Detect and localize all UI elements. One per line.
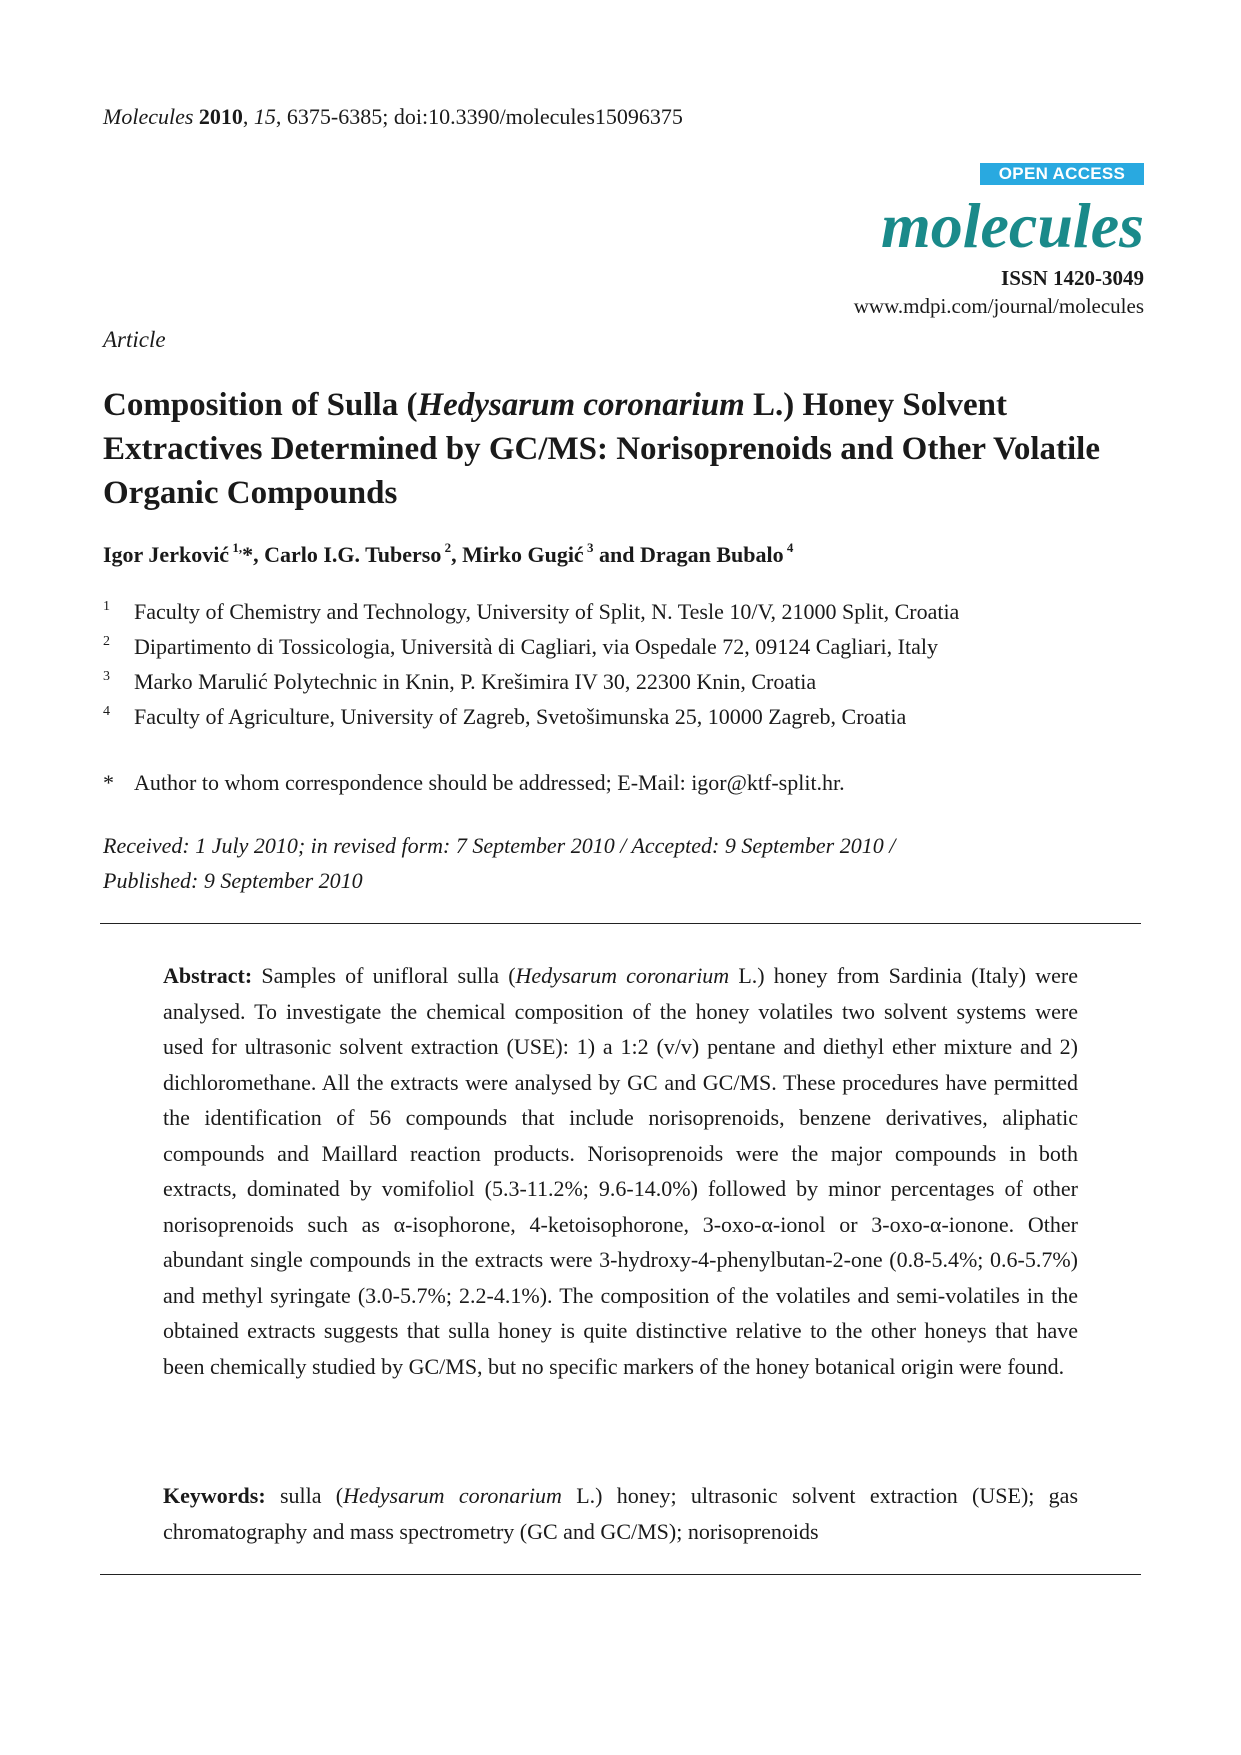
article-type: Article xyxy=(103,327,166,352)
author-separator: and xyxy=(593,542,640,567)
affiliation-number: 1 xyxy=(103,599,110,614)
keywords-species: Hedysarum coronarium xyxy=(343,1483,562,1508)
correspondence-text: Author to whom correspondence should be addressed; E-Mail: igor@ktf-split.hr. xyxy=(134,770,845,795)
affiliation-number: 2 xyxy=(103,634,110,649)
affiliation xyxy=(103,599,959,625)
author-name: Igor Jerković xyxy=(103,542,230,567)
affiliation-text: Dipartimento di Tossicologia, Università di Cagliari, via Ospedale 72, 09124 Cagliari, Italy xyxy=(134,634,938,659)
author-affil-sup: 2 xyxy=(444,540,452,555)
title-part-1: Composition of Sulla ( xyxy=(103,387,418,423)
open-access-badge: OPEN ACCESS xyxy=(980,163,1144,185)
author-separator: , xyxy=(451,542,463,567)
author-name: Carlo I.G. Tuberso xyxy=(264,542,442,567)
citation-volume: 15 xyxy=(253,104,276,129)
title-species: Hedysarum coronarium xyxy=(417,387,745,423)
keywords-text-b: L.) honey; ultrasonic solvent extraction (USE); gas chromatography and mass spectrometry (GC and GC/MS); norisoprenoids xyxy=(163,1483,1079,1544)
abstract-text-a: Samples of unifloral sulla ( xyxy=(252,963,516,988)
dates-line-1: Received: 1 July 2010; in revised form: 7 September 2010 / Accepted: 9 September 2010 / xyxy=(103,833,896,858)
author-affil-sup: 1, xyxy=(232,540,243,555)
corresponding-mark: * xyxy=(242,542,254,567)
affiliation-number: 3 xyxy=(103,669,110,684)
author-affil-sup: 3 xyxy=(586,540,594,555)
keywords-label: Keywords: xyxy=(163,1483,266,1508)
citation-year: 2010 xyxy=(198,104,243,129)
affiliation-number: 4 xyxy=(103,704,110,719)
journal-logo: molecules xyxy=(880,190,1144,261)
abstract-text-b: L.) honey from Sardinia (Italy) were analysed. To investigate the chemical composition of the honey volatiles two solvent systems were used for ultrasonic solvent extraction (USE): 1) a 1:2 (v/v) pentane and diethyl ether mixture and 2) dichloromethane. All the extracts were analysed by GC and GC/MS. These procedures have permitted the identification of 56 compounds that include norisoprenoids, benzene derivatives, aliphatic compounds and Maillard reaction products. Norisoprenoids were the major compounds in both extracts, dominated by vomifoliol (5.3-11.2%; 9.6-14.0%) followed by minor percentages of other norisoprenoids such as α-isophorone, 4-ketoisophorone, 3-oxo-α-ionol or 3-oxo-α-ionone. Other abundant single compounds in the extracts were 3-hydroxy-4-phenylbutan-2-one (0.8-5.4%; 0.6-5.7%) and methyl syringate (3.0-5.7%; 2.2-4.1%). The composition of the volatiles and semi-volatiles in the obtained extracts suggests that sulla honey is quite distinctive relative to the other honeys that have been chemically studied by GC/MS, but no specific markers of the honey botanical origin were found. xyxy=(163,963,1079,1379)
top-divider xyxy=(100,923,1141,924)
author-name: Dragan Bubalo xyxy=(639,542,784,567)
article-title xyxy=(103,383,1153,515)
citation-pages-doi: , 6375-6385; doi:10.3390/molecules15096375 xyxy=(275,104,683,129)
dates-line-2: Published: 9 September 2010 xyxy=(103,868,363,893)
author-affil-sup: 4 xyxy=(786,540,794,555)
citation-line: Molecules 2010, 15, 6375-6385; doi:10.3390/molecules15096375 xyxy=(103,104,683,129)
affiliation xyxy=(103,669,816,695)
affiliation-text: Faculty of Chemistry and Technology, University of Split, N. Tesle 10/V, 21000 Split, Croatia xyxy=(134,599,960,624)
citation-journal: Molecules xyxy=(103,104,194,129)
correspondence-mark: * xyxy=(103,770,114,795)
affiliation-text: Marko Marulić Polytechnic in Knin, P. Krešimira IV 30, 22300 Knin, Croatia xyxy=(134,669,817,694)
publication-dates xyxy=(103,828,1153,898)
issn: ISSN 1420-3049 xyxy=(1001,266,1144,290)
correspondence-note xyxy=(103,770,845,796)
affiliation xyxy=(103,704,906,730)
title-part-2: L.) Honey Solvent Extractives Determined by GC/MS: Norisoprenoids and Other Volatile Organic Compounds xyxy=(103,387,1100,511)
journal-url[interactable]: www.mdpi.com/journal/molecules xyxy=(853,294,1144,318)
abstract-species: Hedysarum coronarium xyxy=(515,963,730,988)
affiliation-text: Faculty of Agriculture, University of Zagreb, Svetošimunska 25, 10000 Zagreb, Croatia xyxy=(134,704,907,729)
abstract xyxy=(163,958,1078,1384)
affiliation xyxy=(103,634,938,660)
author-separator: , xyxy=(253,542,265,567)
keywords-text-a: sulla ( xyxy=(265,1483,344,1508)
abstract-label: Abstract: xyxy=(163,963,253,988)
keywords xyxy=(163,1478,1078,1549)
author-name: Mirko Gugić xyxy=(462,542,584,567)
author-list xyxy=(103,540,793,568)
bottom-divider xyxy=(100,1574,1141,1575)
